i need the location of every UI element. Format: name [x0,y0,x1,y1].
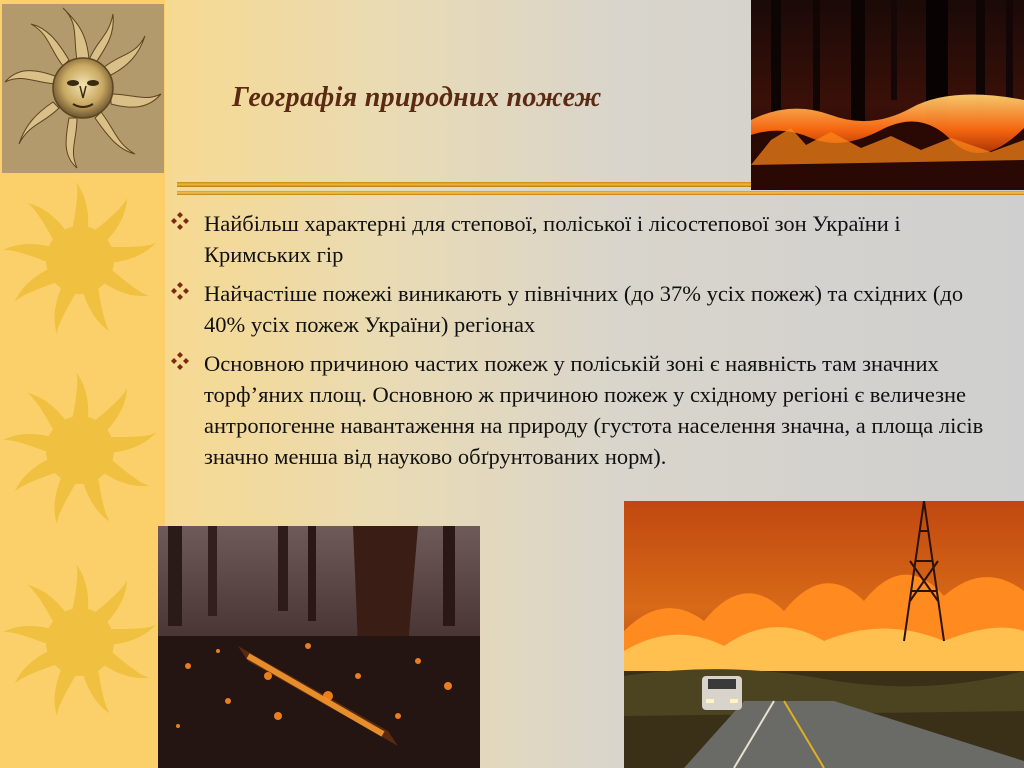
bullet-list [170,208,1005,480]
diamond-quad-icon [170,281,190,301]
sun-face-logo [2,4,164,173]
sun-icon [2,370,162,530]
smoldering-forest-floor-photo [158,526,480,768]
diamond-quad-icon [170,351,190,371]
list-item [170,208,1005,270]
highway-wildfire-truck-photo [624,501,1024,768]
slide-title: Географія природних пожеж [232,82,602,113]
list-item [170,348,1005,472]
bullet-text: Основною причиною частих пожеж у поліській зоні є наявність там значних торф’яних площ. Основною ж причиною пожеж у східному регіоні є величезне антропогенне навантаження на природу (густота населення значна, а площа лісів значно менша від науково обґрунтованих норм). [204,351,984,469]
sun-icon [2,562,162,722]
bullet-text: Найчастіше пожежі виникають у північних (до 37% усіх пожеж) та східних (до 40% усіх пожеж України) регіонах [204,281,964,337]
bullet-text: Найбільш характерні для степової, поліської і лісостепової зон України і Кримських гір [204,211,901,267]
diamond-quad-icon [170,211,190,231]
list-item [170,278,1005,340]
sun-icon [2,180,162,340]
forest-fire-night-photo [751,0,1024,190]
